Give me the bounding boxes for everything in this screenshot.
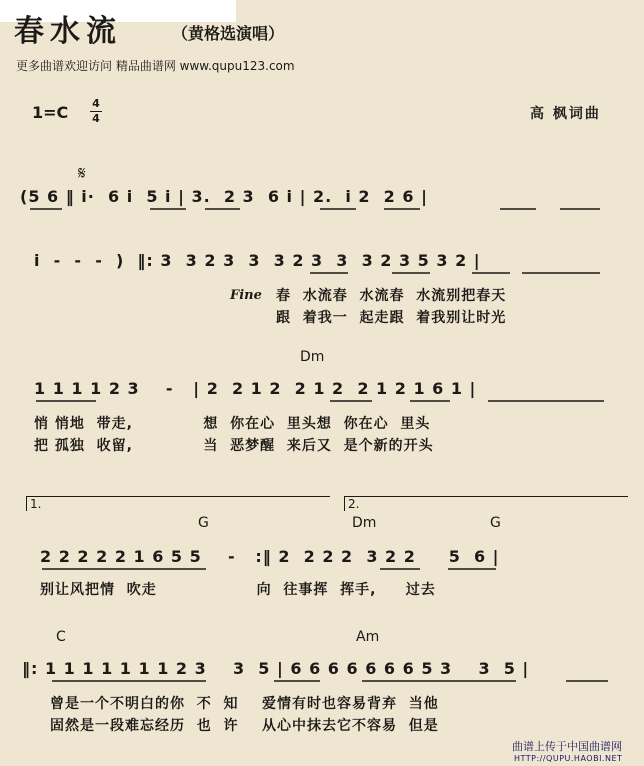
row4-lyric: 别让风把情 吹走 向 往事挥 挥手, 过去: [40, 582, 436, 598]
fine-mark: Fine: [230, 288, 262, 303]
row3-lyric-verse1: 悄 悄地 带走, 想 你在心 里头想 你在心 里头: [34, 416, 431, 432]
key-signature: 1=C: [32, 103, 69, 122]
chord-g-row4-b: G: [490, 515, 501, 531]
chord-g-row4-a: G: [198, 515, 209, 531]
row2-lyric-verse1: 春 水流春 水流春 水流别把春天: [276, 288, 507, 304]
site-line: 更多曲谱欢迎访问 精品曲谱网 www.qupu123.com: [16, 59, 295, 73]
chord-dm-row3: Dm: [300, 349, 325, 365]
singer-subtitle: （黄格选演唱）: [172, 24, 285, 43]
row5-notes: ‖: 1 1 1 1 1 1 1 2 3 3 5 | 6 6 6 6 6 6 6 5 3 3 5 |: [22, 659, 530, 678]
chord-am-row5: Am: [356, 629, 380, 645]
row5-lyric-verse1: 曾是一个不明白的你 不 知 爱情有时也容易背弃 当他: [50, 696, 439, 712]
time-bottom: 4: [92, 112, 100, 125]
row3-notes: 1 1 1 1 2 3 - | 2 2 1 2 2 1 2 2 1 2 1 6 1 |: [34, 379, 477, 398]
volta-first-ending: 1.: [26, 496, 330, 511]
row3-lyric-verse2: 把 孤独 收留, 当 恶梦醒 来后又 是个新的开头: [34, 438, 434, 454]
volta-second-ending: 2.: [344, 496, 628, 511]
composer-credit: 高 枫词曲: [530, 106, 601, 122]
chord-dm-row4: Dm: [352, 515, 377, 531]
footer-credit: 曲谱上传于中国曲谱网: [512, 740, 622, 753]
song-title: 春水流: [14, 14, 122, 49]
time-top: 4: [92, 97, 100, 110]
footer-url: HTTP://QUPU.HAOBI.NET: [514, 754, 623, 763]
row1-notes: (5 6 ‖ i· 6 i 5 i | 3. 2 3 6 i | 2. i 2 2 6 |: [20, 187, 428, 206]
segno-icon: 𝄋: [78, 163, 86, 184]
row2-lyric-verse2: 跟 着我一 起走跟 着我别让时光: [276, 310, 507, 326]
chord-c-row5: C: [56, 629, 66, 645]
row5-lyric-verse2: 固然是一段难忘经历 也 许 从心中抹去它不容易 但是: [50, 718, 439, 734]
row2-notes: i - - - ) ‖: 3 3 2 3 3 3 2 3 3 3 2 3 5 3 2 |: [34, 251, 481, 270]
row4-notes: 2 2 2 2 2 1 6 5 5 - :‖ 2 2 2 2 3 2 2 5 6 |: [40, 547, 500, 566]
